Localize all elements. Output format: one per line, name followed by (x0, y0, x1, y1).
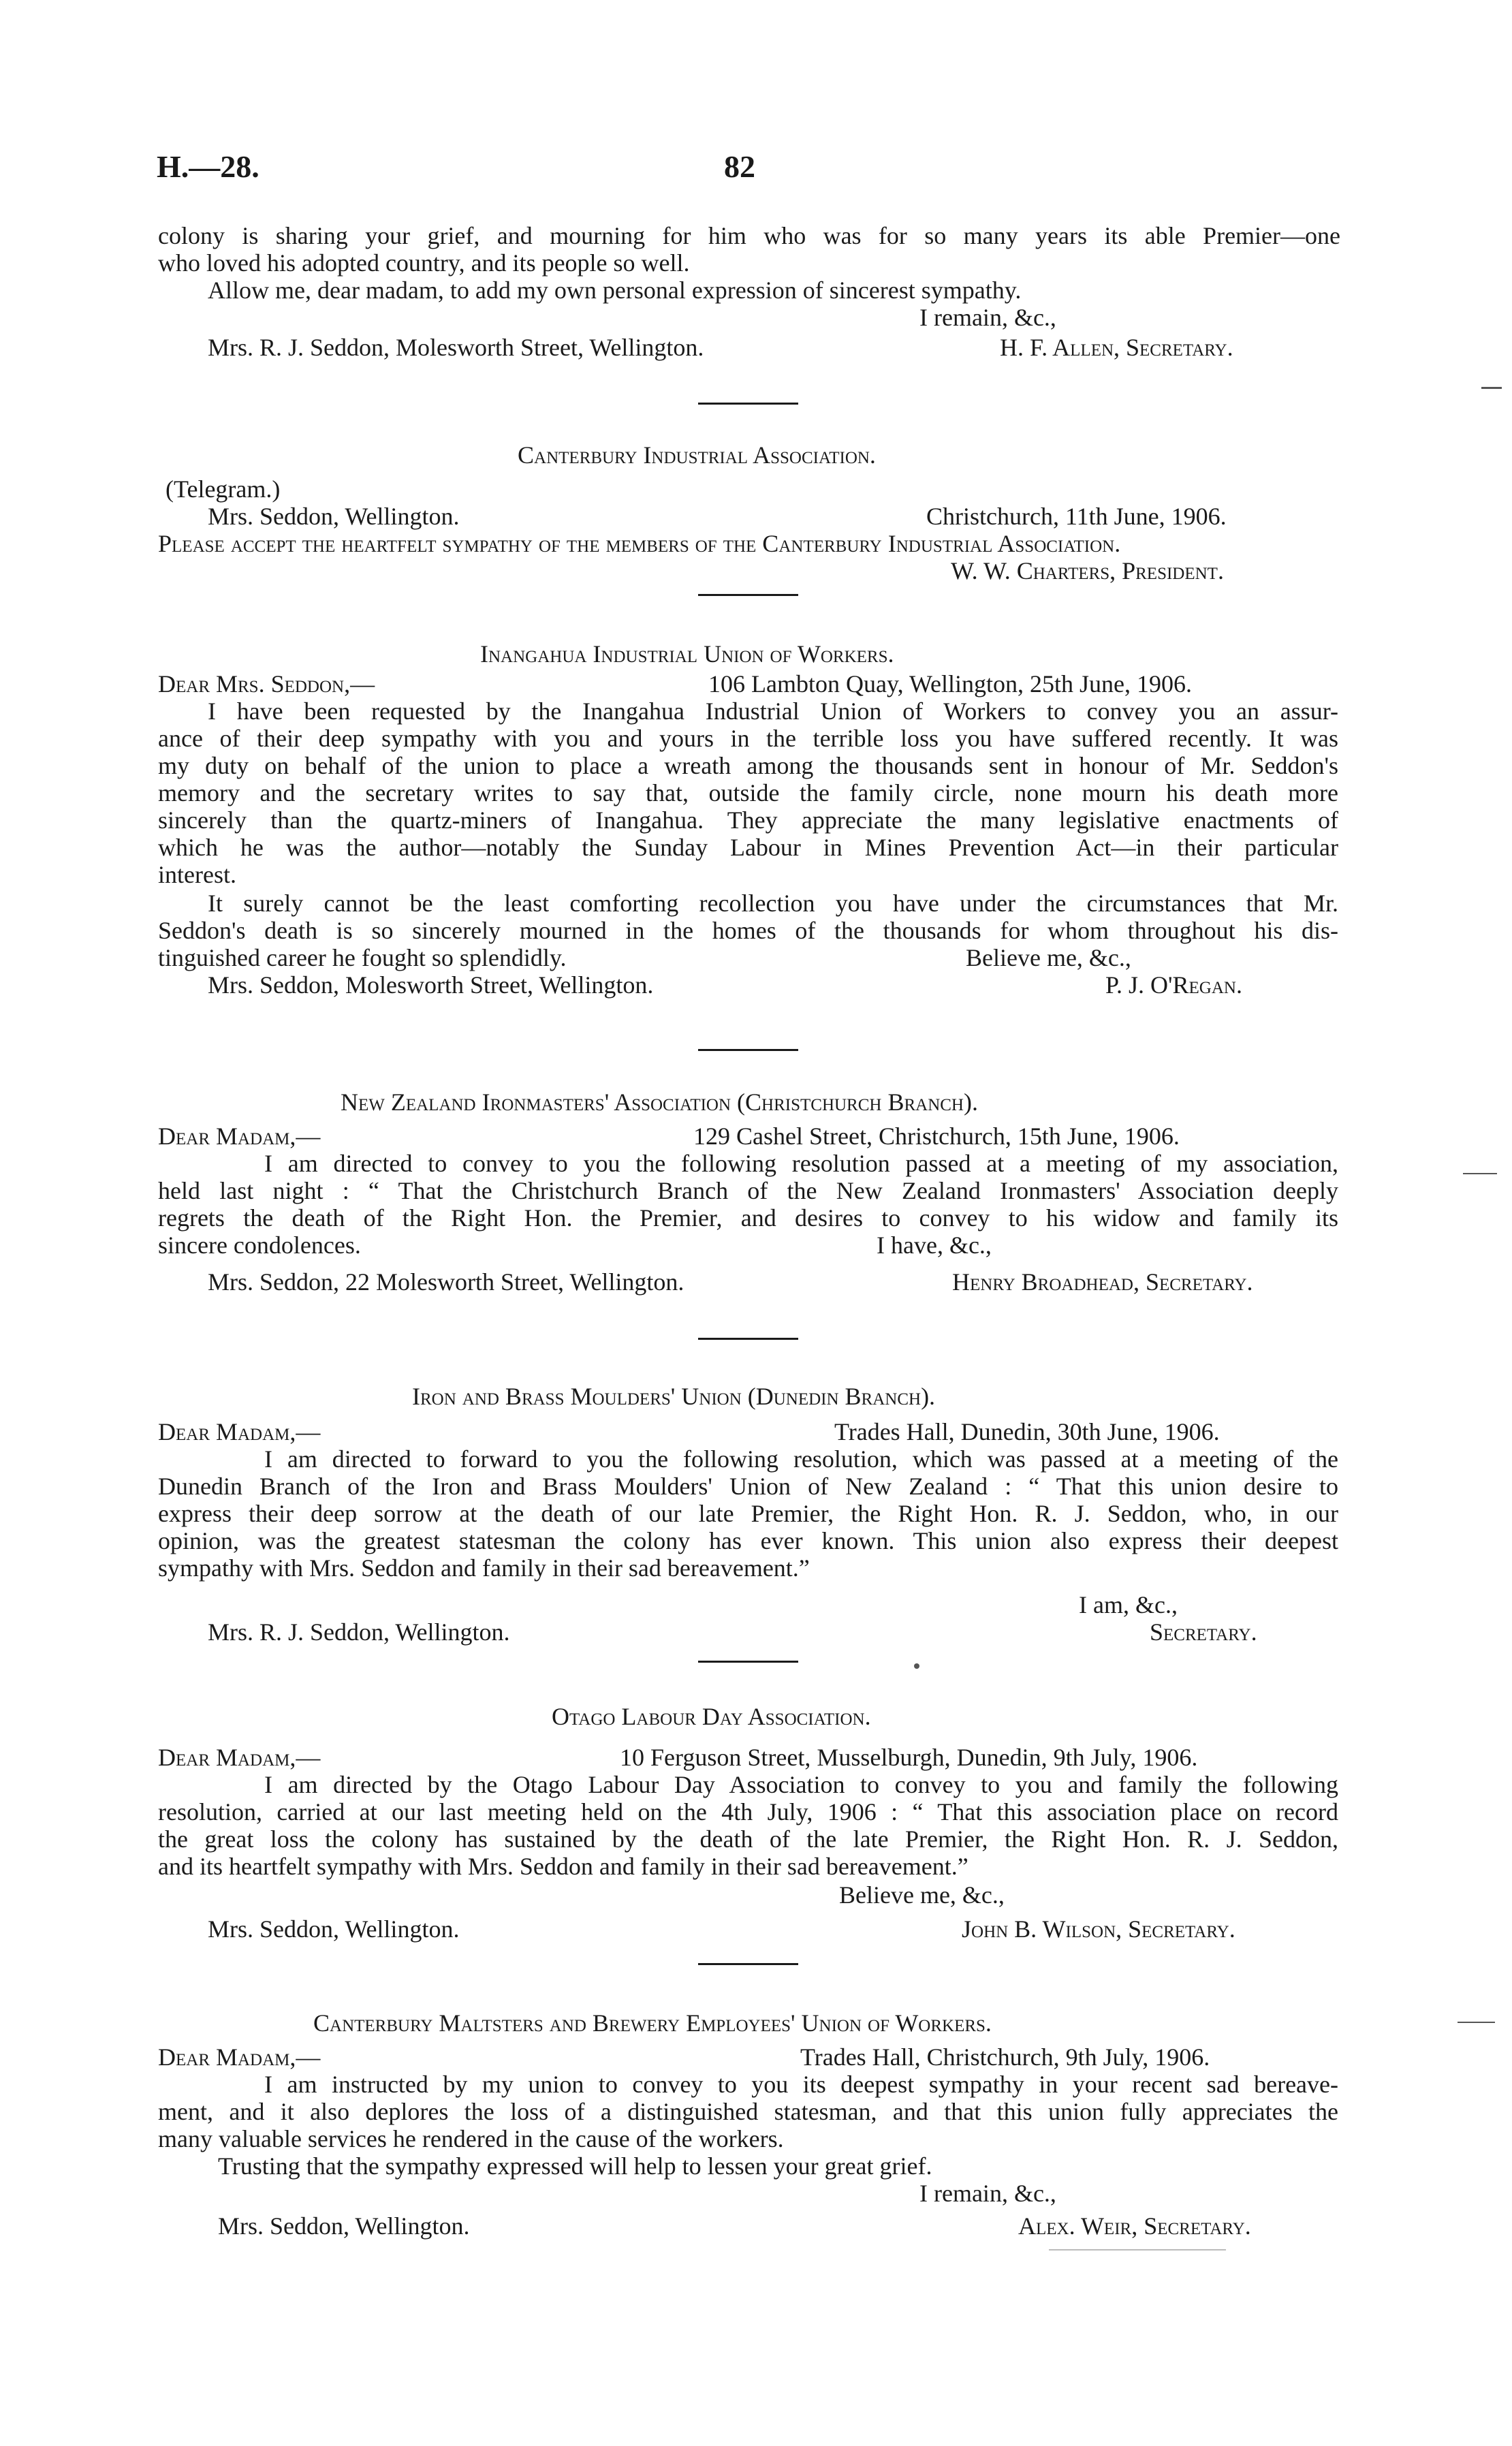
signatory: H. F. Allen, Secretary. (1000, 334, 1233, 361)
body-line: sincerely than the quartz-miners of Inangahua. They appreciate the many legislative enactments of (158, 806, 1338, 834)
signatory: John B. Wilson, Secretary. (962, 1915, 1235, 1943)
scan-mark (1458, 2022, 1495, 2023)
section-heading: Canterbury Maltsters and Brewery Employees' Union of Workers. (313, 2009, 992, 2037)
valediction: Believe me, &c., (839, 1881, 1005, 1909)
addressee: Mrs. R. J. Seddon, Molesworth Street, Wellington. (208, 334, 704, 361)
addressee: Mrs. Seddon, Molesworth Street, Wellington. (208, 971, 654, 999)
section-heading: Otago Labour Day Association. (552, 1703, 871, 1730)
letter-address: 129 Cashel Street, Christchurch, 15th June, 1906. (693, 1123, 1180, 1150)
page-number: 82 (724, 149, 755, 184)
body-line: express their deep sorrow at the death of our late Premier, the Right Hon. R. J. Seddon, who, in our (158, 1500, 1338, 1527)
section-heading: Inangahua Industrial Union of Workers. (480, 640, 894, 668)
page-reference: H.—28. (157, 149, 259, 184)
body-line: and its heartfelt sympathy with Mrs. Seddon and family in their sad bereavement.” (158, 1853, 968, 1880)
body-line: interest. (158, 861, 236, 888)
body-line: the great loss the colony has sustained by the death of the late Premier, the Right Hon. R. J. Seddon, (158, 1825, 1338, 1853)
addressee: Mrs. Seddon, Wellington. (218, 2212, 470, 2240)
body-line: I am instructed by my union to convey to you its deepest sympathy in your recent sad bereave- (264, 2071, 1338, 2098)
signatory: Alex. Weir, Secretary. (1018, 2212, 1251, 2240)
section-divider (698, 1049, 798, 1051)
body-line: I am directed to convey to you the following resolution passed at a meeting of my association, (264, 1150, 1338, 1177)
body-line: Allow me, dear madam, to add my own personal expression of sincerest sympathy. (208, 277, 1022, 304)
salutation: Dear Madam,— (158, 1123, 321, 1150)
letter-date: Christchurch, 11th June, 1906. (926, 503, 1227, 530)
signatory: Henry Broadhead, Secretary. (952, 1268, 1253, 1296)
body-line: which he was the author—notably the Sunday Labour in Mines Prevention Act—in their particular (158, 834, 1338, 861)
valediction: I am, &c., (1079, 1591, 1178, 1618)
addressee: Mrs. Seddon, 22 Molesworth Street, Wellington. (208, 1268, 684, 1296)
body-line: I have been requested by the Inangahua Industrial Union of Workers to convey you an assur- (208, 697, 1338, 725)
addressee: Mrs. Seddon, Wellington. (208, 503, 460, 530)
section-divider (698, 1963, 798, 1965)
body-line: sympathy with Mrs. Seddon and family in their sad bereavement.” (158, 1554, 810, 1582)
body-line: tinguished career he fought so splendidly. (158, 944, 567, 971)
valediction: Believe me, &c., (966, 944, 1131, 971)
body-line: It surely cannot be the least comforting recollection you have under the circumstances that Mr. (208, 890, 1338, 917)
signatory: W. W. Charters, President. (951, 557, 1224, 584)
body-line: colony is sharing your grief, and mourning for him who was for so many years its able Premier—one (158, 222, 1340, 249)
body-line: I am directed to forward to you the following resolution, which was passed at a meeting of the (264, 1445, 1338, 1473)
section-heading: Canterbury Industrial Association. (518, 441, 876, 469)
body-line: Seddon's death is so sincerely mourned in the homes of the thousands for whom throughout his dis- (158, 917, 1338, 944)
print-speck (914, 1663, 919, 1669)
body-line: held last night : “ That the Christchurch Branch of the New Zealand Ironmasters' Association deeply (158, 1177, 1338, 1204)
valediction: I remain, &c., (919, 304, 1056, 331)
body-line: my duty on behalf of the union to place a wreath among the thousands sent in honour of Mr. Seddon's (158, 752, 1338, 779)
body-line: regrets the death of the Right Hon. the Premier, and desires to convey to his widow and family its (158, 1204, 1338, 1232)
body-line: memory and the secretary writes to say that, outside the family circle, none mourn his death more (158, 779, 1338, 806)
valediction: I have, &c., (877, 1232, 992, 1259)
valediction: I remain, &c., (919, 2180, 1056, 2207)
body-line: (Telegram.) (166, 475, 281, 503)
body-line: opinion, was the greatest statesman the colony has ever known. This union also express their deepest (158, 1527, 1338, 1554)
body-line: many valuable services he rendered in the cause of the workers. (158, 2125, 784, 2152)
salutation: Dear Madam,— (158, 2043, 321, 2071)
section-divider (698, 594, 798, 596)
section-divider (698, 403, 798, 405)
section-heading: Iron and Brass Moulders' Union (Dunedin Branch). (412, 1383, 936, 1410)
body-line: Dunedin Branch of the Iron and Brass Moulders' Union of New Zealand : “ That this union desire to (158, 1473, 1338, 1500)
scan-mark (1481, 387, 1502, 389)
section-divider (698, 1661, 798, 1663)
salutation: Dear Madam,— (158, 1744, 321, 1771)
section-heading: New Zealand Ironmasters' Association (Christchurch Branch). (341, 1088, 978, 1116)
section-divider (698, 1338, 798, 1340)
scan-mark (1049, 2249, 1226, 2251)
body-line: Trusting that the sympathy expressed will help to lessen your great grief. (218, 2152, 932, 2180)
body-line: Please accept the heartfelt sympathy of the members of the Canterbury Industrial Association. (158, 530, 1121, 557)
addressee: Mrs. Seddon, Wellington. (208, 1915, 460, 1943)
body-line: I am directed by the Otago Labour Day Association to convey to you and family the following (264, 1771, 1338, 1798)
scan-mark (1463, 1173, 1497, 1174)
letter-address: 106 Lambton Quay, Wellington, 25th June, 1906. (708, 670, 1193, 697)
letter-address: Trades Hall, Christchurch, 9th July, 1906. (800, 2043, 1210, 2071)
signatory: P. J. O'Regan. (1105, 971, 1242, 999)
body-line: who loved his adopted country, and its people so well. (158, 249, 690, 277)
body-line: sincere condolences. (158, 1232, 361, 1259)
signatory: Secretary. (1150, 1618, 1257, 1646)
body-line: ment, and it also deplores the loss of a distinguished statesman, and that this union fully appreciates the (158, 2098, 1338, 2125)
body-line: ance of their deep sympathy with you and yours in the terrible loss you have suffered recently. It was (158, 725, 1338, 752)
addressee: Mrs. R. J. Seddon, Wellington. (208, 1618, 510, 1646)
body-line: resolution, carried at our last meeting held on the 4th July, 1906 : “ That this association place on record (158, 1798, 1338, 1825)
letter-address: 10 Ferguson Street, Musselburgh, Dunedin, 9th July, 1906. (620, 1744, 1198, 1771)
salutation: Dear Mrs. Seddon,— (158, 670, 375, 697)
salutation: Dear Madam,— (158, 1418, 321, 1445)
letter-address: Trades Hall, Dunedin, 30th June, 1906. (834, 1418, 1220, 1445)
